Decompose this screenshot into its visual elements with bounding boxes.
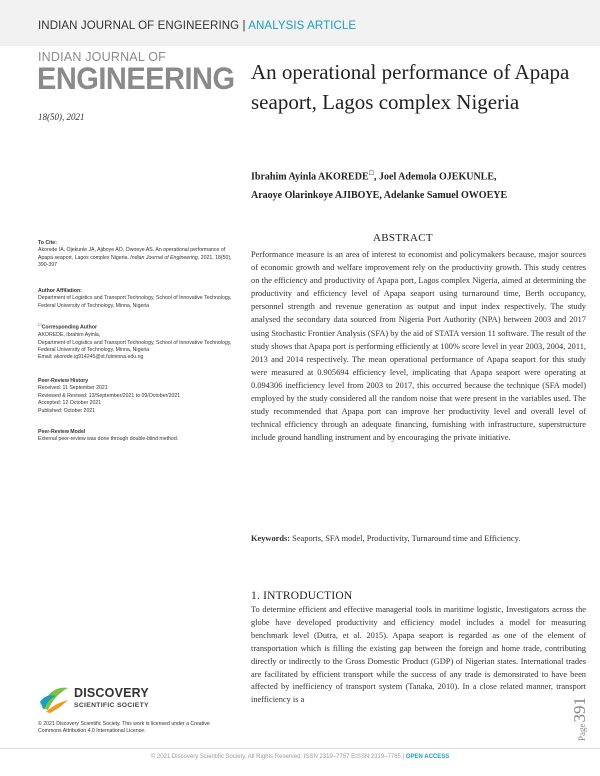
keywords-text: Seaports, SFA model, Productivity, Turnaround time and Efficiency. — [290, 534, 521, 543]
author-line-2: Araoye Olarinkoye AJIBOYE, Adelanke Samuel OWOEYE — [251, 190, 508, 202]
author-list — [251, 165, 581, 205]
corresponding-block — [38, 321, 233, 362]
abstract-heading: ABSTRACT — [373, 232, 433, 244]
history-heading: Peer-Review History — [38, 378, 89, 384]
header-separator: | — [239, 20, 249, 32]
corresponding-name: AKOREDE, Ibrahim Ayinla, — [38, 332, 101, 339]
history-reviewed: Reviewed & Revised: 13/September/2021 to 09/October/2021 — [38, 392, 181, 399]
cite-block — [38, 240, 233, 270]
affiliation-block — [38, 288, 233, 310]
journal-header-text — [38, 20, 356, 32]
publisher-subname: SCIENTIFIC SOCIETY — [74, 702, 149, 709]
keywords-label: Keywords: — [251, 534, 291, 543]
issue-number: 18(50), 2021 — [38, 112, 85, 122]
page-number-value: 391 — [570, 697, 589, 723]
publisher-name: DISCOVERY — [74, 686, 149, 700]
cite-volume: 2021, 18(50), 390-397 — [38, 254, 232, 269]
corresponding-affiliation: Department of Logistics and Transport Technology, School of Innovative Technology, Federal University of Technology, Minna, Nigeria — [38, 339, 232, 353]
page-number-text — [570, 697, 590, 741]
corresponding-heading — [38, 321, 233, 332]
abstract-body: Performance measure is an area of interest to economist and policymakers because, major sources of economic growth and welfare improvement rely on the productivity growth. This study centres on the efficiency and productivity of Apapa port, Lagos complex Nigeria, aimed at determining the productivity and efficiency level of Apapa seaport using turnaround time, Berth occupancy, personnel strength and revenue generation as output and input index respectively. The study analysed the secondary data sourced from Nigeria Port Authority (NPA) between 2003 and 2017 using Stochastic Frontier Analysis (SFA) by the aid of STATA version 11 software. The result of the study shows that Apapa port is performing efficiently at 100% score level in year 2003, 2004, 2011, 2013 and 2014 respectively. The mean operational performance of Apapa seaport for this study were measured at 0.905694 efficiency level, implicating that Apapa seaport were operating at 0.094306 inefficiency level from 2003 to 2017, this occurred because the technique (SFA model) employed by the study considered all the random noise that were present in the variables used. The study recommended that Apapa port can improve her productivity level and overall level of technical efficiency through an adequate financing, furnishing with infrastructure, superstructure include ground handling instrument and by encouraging the private initiative. — [251, 250, 586, 443]
review-model-heading: Peer-Review Model — [38, 429, 86, 435]
history-received: Received: 11 September 2021 — [38, 385, 108, 392]
masthead-logo-text: ENGINEERING — [37, 62, 235, 97]
page-label: Page — [577, 723, 587, 741]
envelope-icon: ☐ — [368, 171, 375, 177]
journal-label: INDIAN JOURNAL OF ENGINEERING — [38, 20, 240, 32]
affiliation-text: Department of Logistics and Transport Technology, School of Innovative Technology, Federal University of Technology, Minna, Nigeria — [38, 295, 232, 309]
cite-heading: To Cite: — [38, 240, 57, 246]
keywords — [251, 532, 586, 545]
journal-header-bar — [0, 0, 600, 46]
envelope-icon: ☐ — [38, 322, 42, 327]
publisher-logo[interactable] — [38, 680, 168, 718]
discovery-logo-icon — [38, 682, 70, 714]
review-model-text: External peer-review was done through double-blind method. — [38, 436, 179, 443]
footer-divider — [0, 748, 600, 749]
history-accepted: Accepted: 12 October 2021 — [38, 400, 102, 407]
history-block — [38, 378, 233, 415]
cite-journal: Indian Journal of Engineering, — [130, 254, 200, 261]
page-number — [566, 690, 594, 748]
author-ojekunle: , Joel Ademola OJEKUNLE, — [374, 171, 497, 183]
introduction-body: To determine efficient and effective managerial tools in maritime logistic, Investigators across the globe have developed productivity and efficiency model includes a model for measuring benchmark level (Dutra, et al. 2015). Apapa seaport is regarded as one of the element of transportation which is filling the existing gap between the foreign and home trade, contributing directly or indirectly to the Gross Domestic Product (GDP) of Nigerian states. International trades are facilitated by efficient transport while the success of any trade is demonstrated to have been affected by inefficiency of transport system (Tanaka, 2010). In a close related manner, transport inefficiency is a — [251, 605, 586, 705]
introduction-heading: 1. INTRODUCTION — [251, 590, 353, 602]
article-type-label: ANALYSIS ARTICLE — [248, 20, 357, 32]
corresponding-email[interactable]: Email: akorede.ig914245@st.futminna.edu.ng — [38, 354, 144, 361]
corresponding-heading-label: Corresponding Author — [41, 324, 98, 331]
footer-copyright: © 2021 Discovery Scientific Society. All Rights Reserved. ISSN 2319–7757 EISSN 2319–7765 | — [150, 754, 406, 760]
page-footer — [0, 754, 600, 760]
cite-text — [38, 247, 233, 269]
affiliation-heading: Author Affiliation: — [38, 288, 82, 294]
article-title: An operational performance of Apapa seaport, Lagos complex Nigeria — [251, 60, 570, 114]
masthead-line1: INDIAN JOURNAL OF — [38, 50, 166, 64]
author-akorede[interactable]: Ibrahim Ayinla AKOREDE — [251, 171, 369, 183]
history-published: Published: October 2021 — [38, 407, 96, 414]
license-text: © 2021 Discovery Scientific Society. This work is licensed under a Creative Commons Attribution 4.0 International License. — [38, 721, 210, 735]
open-access-label: OPEN ACCESS — [405, 754, 450, 760]
cite-body: Akorede IA, Ojekunle JA, Ajiboye AO, Owoeye AS. An operational performance of Apapa seaport, Lagos complex Nigeria. — [38, 247, 226, 261]
review-model-block — [38, 429, 233, 444]
